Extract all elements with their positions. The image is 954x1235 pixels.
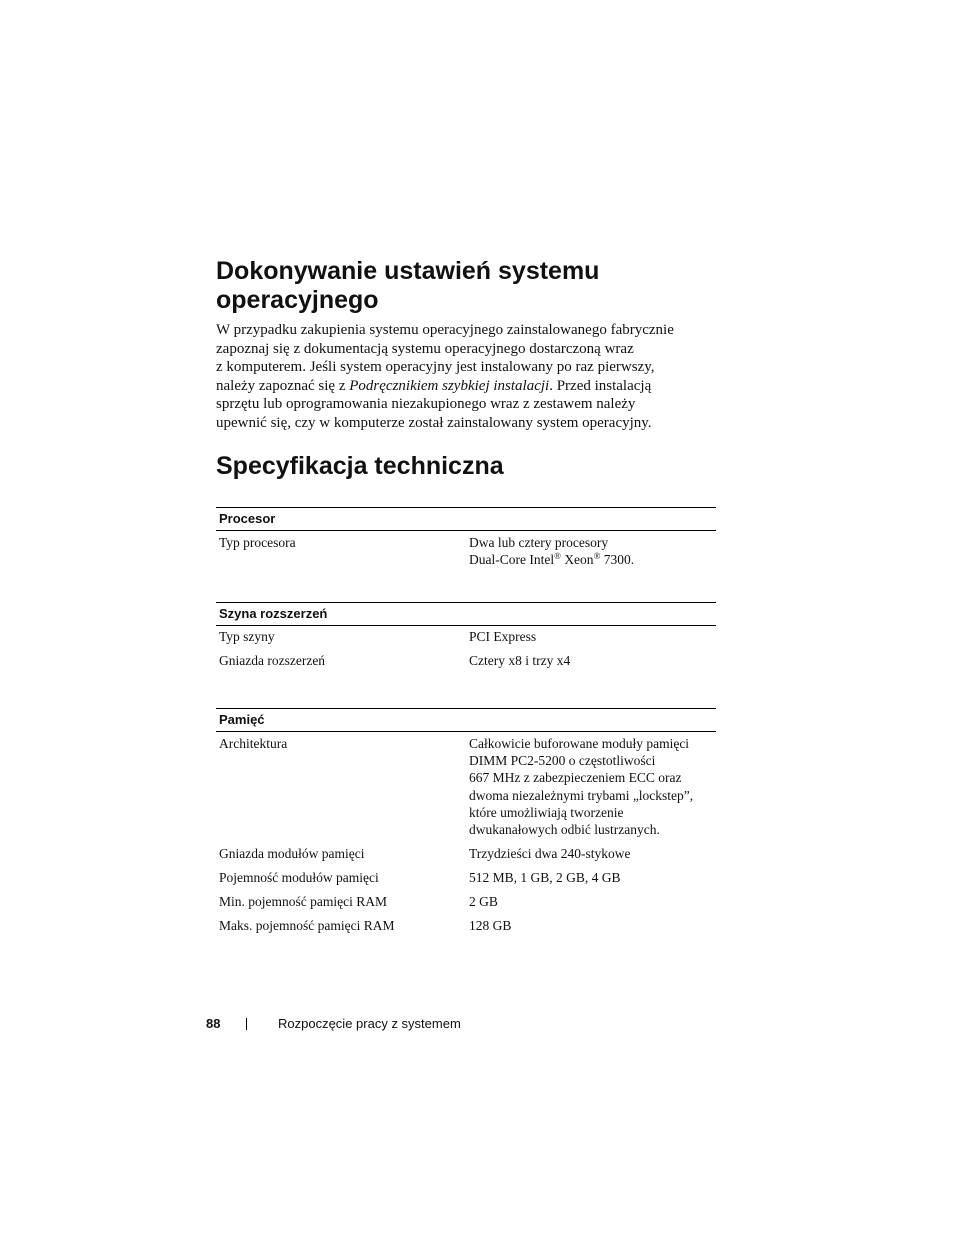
value-text: Xeon [560,552,594,568]
expansion-bus-header: Szyna rozszerzeń [216,602,716,626]
row-value: Trzydzieści dwa 240-stykowe [469,846,631,862]
paragraph-line: zapoznaj się z dokumentacją systemu operacyjnego dostarczoną wraz [216,340,634,357]
guide-title-italic: Podręcznikiem szybkiej instalacji [349,377,550,394]
value-line: DIMM PC2-5200 o częstotliwości [469,753,656,769]
row-label-text: Typ procesora [219,535,296,550]
paragraph-line [216,377,696,396]
row-label: Typ szyny [219,629,275,644]
row-value: PCI Express [469,629,537,644]
row-label: Maks. pojemność pamięci RAM [219,918,395,934]
section-heading-specs: Specyfikacja techniczna [216,452,504,480]
row-label: Gniazda modułów pamięci [219,846,365,862]
value-line: 667 MHz z zabezpieczeniem ECC oraz [469,770,682,786]
page-number: 88 [206,1016,221,1031]
row-label: Pojemność modułów pamięci [219,870,379,886]
processor-header: Procesor [216,507,716,531]
memory-section [216,708,716,934]
table-row [216,846,716,862]
value-line: dwoma niezależnymi trybami „lockstep”, [469,787,694,803]
table-row [216,735,716,838]
row-label: Min. pojemność pamięci RAM [219,894,387,910]
memory-header: Pamięć [216,708,716,732]
table-row [216,534,716,568]
section-heading-os-setup: Dokonywanie ustawień systemu operacyjnego [216,257,600,314]
row-label [216,534,466,568]
registered-mark: ® [554,551,561,562]
row-value: 128 GB [469,918,512,934]
expansion-bus-section [216,602,716,669]
paragraph-line: z komputerem. Jeśli system operacyjny jest instalowany po raz pierwszy, [216,359,655,376]
footer-separator [246,1018,247,1030]
registered-mark: ® [593,551,601,562]
os-setup-paragraph [216,321,696,433]
value-line: dwukanałowych odbić lustrzanych. [469,822,660,838]
row-value [466,735,716,838]
processor-section [216,507,716,568]
table-row [216,918,716,934]
value-line: Dwa lub cztery procesory [469,535,609,550]
paragraph-text: należy zapoznać się z [216,377,350,394]
row-value: 2 GB [469,894,498,910]
paragraph-line: sprzętu lub oprogramowania niezakupionego wraz z zestawem należy [216,396,636,413]
row-label [216,735,466,838]
table-row [216,629,716,645]
table-row [216,894,716,910]
footer-title: Rozpoczęcie pracy z systemem [278,1016,461,1031]
row-value: Cztery x8 i trzy x4 [469,653,571,668]
value-line [469,551,716,568]
value-line: Całkowicie buforowane moduły pamięci [469,736,690,751]
value-line: które umożliwiają tworzenie [469,804,624,820]
row-label: Gniazda rozszerzeń [219,653,326,668]
row-label-text: Architektura [219,736,288,751]
value-text: 7300. [600,552,635,568]
paragraph-line: upewnić się, czy w komputerze został zainstalowany system operacyjny. [216,414,652,431]
value-text: Dual-Core Intel [469,552,555,568]
table-row [216,870,716,886]
paragraph-line: W przypadku zakupienia systemu operacyjnego zainstalowanego fabrycznie [216,322,674,338]
table-row [216,653,716,669]
row-value [466,534,716,568]
row-value: 512 MB, 1 GB, 2 GB, 4 GB [469,870,621,886]
paragraph-text: . Przed instalacją [549,377,652,394]
